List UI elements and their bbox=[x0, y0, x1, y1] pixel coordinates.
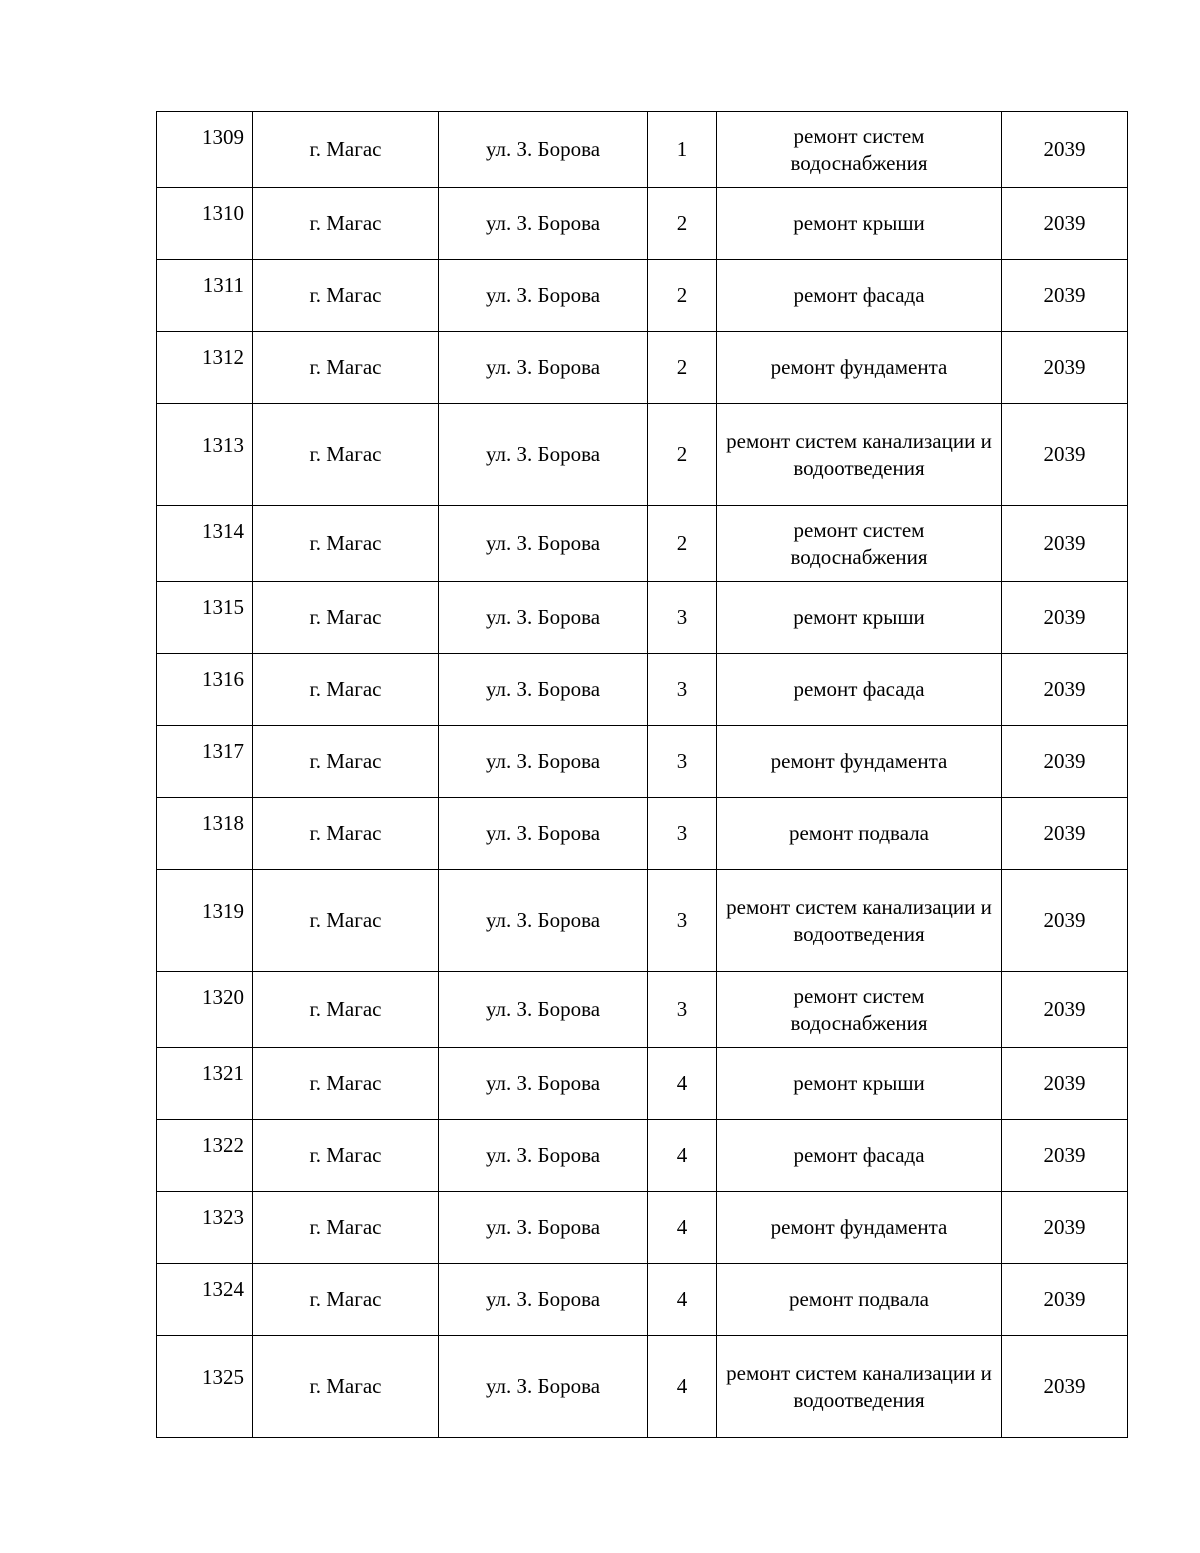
city-cell: г. Магас bbox=[253, 332, 439, 404]
year-cell: 2039 bbox=[1002, 654, 1128, 726]
house-number-cell: 4 bbox=[648, 1264, 717, 1336]
table-row bbox=[157, 1192, 1128, 1264]
year-cell: 2039 bbox=[1002, 188, 1128, 260]
work-type-cell: ремонт крыши bbox=[717, 1048, 1002, 1120]
work-type-cell: ремонт крыши bbox=[717, 188, 1002, 260]
row-number-cell: 1315 bbox=[157, 582, 253, 654]
row-number-cell: 1309 bbox=[157, 112, 253, 188]
street-cell: ул. З. Борова bbox=[439, 1336, 648, 1438]
work-type-cell: ремонт систем канализации и водоотведения bbox=[717, 870, 1002, 972]
table-row bbox=[157, 654, 1128, 726]
row-number-cell: 1316 bbox=[157, 654, 253, 726]
table-row bbox=[157, 332, 1128, 404]
table-row bbox=[157, 1336, 1128, 1438]
table-row bbox=[157, 188, 1128, 260]
row-number-cell: 1312 bbox=[157, 332, 253, 404]
city-cell: г. Магас bbox=[253, 798, 439, 870]
city-cell: г. Магас bbox=[253, 1048, 439, 1120]
work-type-cell: ремонт крыши bbox=[717, 582, 1002, 654]
street-cell: ул. З. Борова bbox=[439, 112, 648, 188]
house-number-cell: 2 bbox=[648, 506, 717, 582]
street-cell: ул. З. Борова bbox=[439, 1120, 648, 1192]
work-type-cell: ремонт систем канализации и водоотведения bbox=[717, 404, 1002, 506]
row-number-cell: 1325 bbox=[157, 1336, 253, 1438]
house-number-cell: 1 bbox=[648, 112, 717, 188]
house-number-cell: 3 bbox=[648, 654, 717, 726]
row-number-cell: 1310 bbox=[157, 188, 253, 260]
work-type-cell: ремонт систем водоснабжения bbox=[717, 972, 1002, 1048]
table-row bbox=[157, 1048, 1128, 1120]
street-cell: ул. З. Борова bbox=[439, 870, 648, 972]
house-number-cell: 3 bbox=[648, 972, 717, 1048]
year-cell: 2039 bbox=[1002, 112, 1128, 188]
year-cell: 2039 bbox=[1002, 1264, 1128, 1336]
city-cell: г. Магас bbox=[253, 1264, 439, 1336]
table-row bbox=[157, 1120, 1128, 1192]
street-cell: ул. З. Борова bbox=[439, 404, 648, 506]
house-number-cell: 4 bbox=[648, 1048, 717, 1120]
year-cell: 2039 bbox=[1002, 870, 1128, 972]
street-cell: ул. З. Борова bbox=[439, 798, 648, 870]
table-row bbox=[157, 726, 1128, 798]
street-cell: ул. З. Борова bbox=[439, 506, 648, 582]
city-cell: г. Магас bbox=[253, 1120, 439, 1192]
work-type-cell: ремонт подвала bbox=[717, 1264, 1002, 1336]
street-cell: ул. З. Борова bbox=[439, 188, 648, 260]
row-number-cell: 1314 bbox=[157, 506, 253, 582]
table-row bbox=[157, 870, 1128, 972]
work-type-cell: ремонт подвала bbox=[717, 798, 1002, 870]
city-cell: г. Магас bbox=[253, 1336, 439, 1438]
street-cell: ул. З. Борова bbox=[439, 654, 648, 726]
city-cell: г. Магас bbox=[253, 112, 439, 188]
table-row bbox=[157, 112, 1128, 188]
year-cell: 2039 bbox=[1002, 1048, 1128, 1120]
work-type-cell: ремонт фасада bbox=[717, 654, 1002, 726]
house-number-cell: 3 bbox=[648, 798, 717, 870]
table-row bbox=[157, 506, 1128, 582]
row-number-cell: 1319 bbox=[157, 870, 253, 972]
row-number-cell: 1324 bbox=[157, 1264, 253, 1336]
house-number-cell: 3 bbox=[648, 582, 717, 654]
year-cell: 2039 bbox=[1002, 798, 1128, 870]
year-cell: 2039 bbox=[1002, 506, 1128, 582]
year-cell: 2039 bbox=[1002, 1336, 1128, 1438]
street-cell: ул. З. Борова bbox=[439, 1192, 648, 1264]
year-cell: 2039 bbox=[1002, 972, 1128, 1048]
table-body bbox=[157, 112, 1128, 1438]
table-row bbox=[157, 260, 1128, 332]
street-cell: ул. З. Борова bbox=[439, 972, 648, 1048]
row-number-cell: 1313 bbox=[157, 404, 253, 506]
work-type-cell: ремонт фундамента bbox=[717, 1192, 1002, 1264]
city-cell: г. Магас bbox=[253, 404, 439, 506]
city-cell: г. Магас bbox=[253, 972, 439, 1048]
year-cell: 2039 bbox=[1002, 260, 1128, 332]
house-number-cell: 2 bbox=[648, 188, 717, 260]
city-cell: г. Магас bbox=[253, 654, 439, 726]
city-cell: г. Магас bbox=[253, 260, 439, 332]
city-cell: г. Магас bbox=[253, 1192, 439, 1264]
street-cell: ул. З. Борова bbox=[439, 726, 648, 798]
work-type-cell: ремонт систем водоснабжения bbox=[717, 112, 1002, 188]
year-cell: 2039 bbox=[1002, 332, 1128, 404]
table-row bbox=[157, 404, 1128, 506]
row-number-cell: 1321 bbox=[157, 1048, 253, 1120]
year-cell: 2039 bbox=[1002, 404, 1128, 506]
city-cell: г. Магас bbox=[253, 188, 439, 260]
street-cell: ул. З. Борова bbox=[439, 260, 648, 332]
year-cell: 2039 bbox=[1002, 582, 1128, 654]
house-number-cell: 2 bbox=[648, 260, 717, 332]
work-type-cell: ремонт систем водоснабжения bbox=[717, 506, 1002, 582]
work-type-cell: ремонт фундамента bbox=[717, 726, 1002, 798]
row-number-cell: 1322 bbox=[157, 1120, 253, 1192]
house-number-cell: 3 bbox=[648, 726, 717, 798]
house-number-cell: 4 bbox=[648, 1336, 717, 1438]
table-row bbox=[157, 582, 1128, 654]
house-number-cell: 4 bbox=[648, 1120, 717, 1192]
row-number-cell: 1318 bbox=[157, 798, 253, 870]
row-number-cell: 1311 bbox=[157, 260, 253, 332]
street-cell: ул. З. Борова bbox=[439, 1264, 648, 1336]
year-cell: 2039 bbox=[1002, 1120, 1128, 1192]
year-cell: 2039 bbox=[1002, 1192, 1128, 1264]
table-row bbox=[157, 1264, 1128, 1336]
repair-schedule-table bbox=[156, 111, 1128, 1438]
row-number-cell: 1317 bbox=[157, 726, 253, 798]
work-type-cell: ремонт фасада bbox=[717, 1120, 1002, 1192]
city-cell: г. Магас bbox=[253, 870, 439, 972]
row-number-cell: 1323 bbox=[157, 1192, 253, 1264]
street-cell: ул. З. Борова bbox=[439, 1048, 648, 1120]
house-number-cell: 3 bbox=[648, 870, 717, 972]
house-number-cell: 2 bbox=[648, 332, 717, 404]
street-cell: ул. З. Борова bbox=[439, 332, 648, 404]
table-row bbox=[157, 798, 1128, 870]
city-cell: г. Магас bbox=[253, 582, 439, 654]
city-cell: г. Магас bbox=[253, 726, 439, 798]
work-type-cell: ремонт фундамента bbox=[717, 332, 1002, 404]
city-cell: г. Магас bbox=[253, 506, 439, 582]
house-number-cell: 4 bbox=[648, 1192, 717, 1264]
year-cell: 2039 bbox=[1002, 726, 1128, 798]
street-cell: ул. З. Борова bbox=[439, 582, 648, 654]
house-number-cell: 2 bbox=[648, 404, 717, 506]
table-row bbox=[157, 972, 1128, 1048]
work-type-cell: ремонт фасада bbox=[717, 260, 1002, 332]
work-type-cell: ремонт систем канализации и водоотведения bbox=[717, 1336, 1002, 1438]
row-number-cell: 1320 bbox=[157, 972, 253, 1048]
